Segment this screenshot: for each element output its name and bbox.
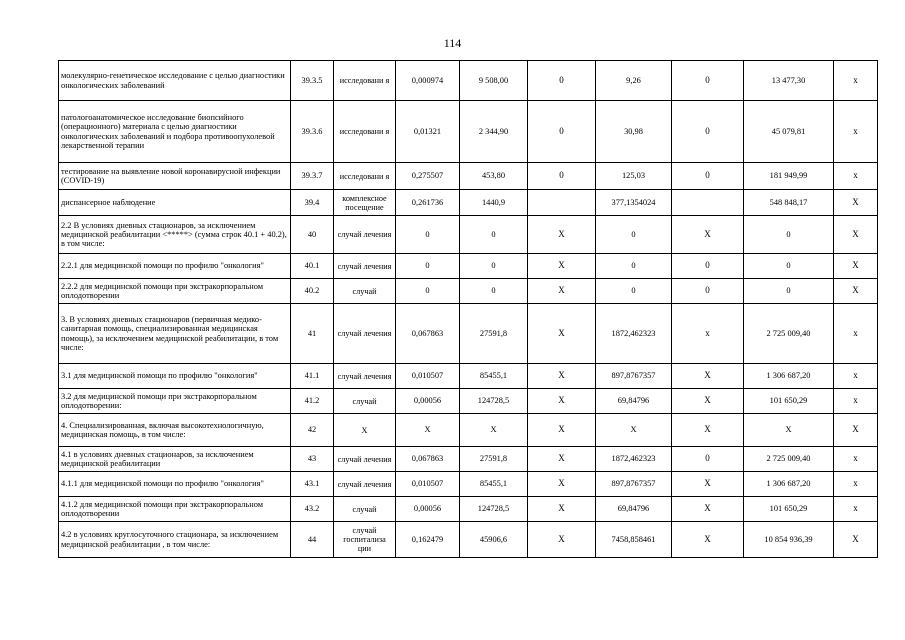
table-row	[59, 163, 878, 190]
budget-total-cell: 0	[672, 101, 744, 163]
unit-cell: случай лечения	[334, 304, 396, 364]
table-row	[59, 279, 878, 304]
per-capita-cell: 30,98	[596, 101, 672, 163]
unit-cost-cell: 1440,9	[460, 190, 528, 216]
norm-volume-cell: 0,162479	[396, 522, 460, 558]
budget-cost-cell: X	[528, 304, 596, 364]
description-cell: 4.1.2 для медицинской помощи при экстракорпоральном оплодотворении	[59, 497, 291, 522]
table-row	[59, 389, 878, 414]
unit-cell: комплексное посещение	[334, 190, 396, 216]
row-code-cell: 40.2	[291, 279, 334, 304]
page-number: 114	[443, 36, 462, 50]
oms-total-cell: 2 725 009,40	[744, 447, 834, 472]
budget-total-cell: X	[672, 364, 744, 389]
oms-total-cell: 101 650,29	[744, 389, 834, 414]
row-code-cell: 43.2	[291, 497, 334, 522]
budget-cost-cell	[528, 190, 596, 216]
norm-volume-cell: 0,000974	[396, 61, 460, 101]
budget-total-cell: X	[672, 389, 744, 414]
per-capita-cell: 7458,858461	[596, 522, 672, 558]
description-cell: 3.1 для медицинской помощи по профилю "онкология"	[59, 364, 291, 389]
description-cell: 2.2.2 для медицинской помощи при экстракорпоральном оплодотворении	[59, 279, 291, 304]
budget-cost-cell: X	[528, 414, 596, 447]
unit-cell: X	[334, 414, 396, 447]
row-code-cell: 39.3.7	[291, 163, 334, 190]
norm-volume-cell: 0	[396, 254, 460, 279]
unit-cost-cell: 0	[460, 254, 528, 279]
per-capita-cell: 69,84796	[596, 497, 672, 522]
row-code-cell: 40.1	[291, 254, 334, 279]
oms-total-cell: 45 079,81	[744, 101, 834, 163]
share-cell: х	[834, 101, 878, 163]
unit-cell: случай лечения	[334, 216, 396, 254]
oms-total-cell: 13 477,30	[744, 61, 834, 101]
row-code-cell: 39.3.5	[291, 61, 334, 101]
budget-total-cell: X	[672, 472, 744, 497]
table-row	[59, 447, 878, 472]
unit-cell: случай госпитализа ции	[334, 522, 396, 558]
share-cell: Х	[834, 190, 878, 216]
unit-cell: случай	[334, 389, 396, 414]
norm-volume-cell: 0,010507	[396, 364, 460, 389]
per-capita-cell: 69,84796	[596, 389, 672, 414]
norm-volume-cell: 0,275507	[396, 163, 460, 190]
description-cell: 2.2.1 для медицинской помощи по профилю "онкология"	[59, 254, 291, 279]
norm-volume-cell: 0,067863	[396, 447, 460, 472]
norm-volume-cell: X	[396, 414, 460, 447]
oms-total-cell: 0	[744, 216, 834, 254]
budget-cost-cell: X	[528, 447, 596, 472]
unit-cell: исследовани я	[334, 163, 396, 190]
share-cell: X	[834, 279, 878, 304]
share-cell: x	[834, 389, 878, 414]
norm-volume-cell: 0,00056	[396, 389, 460, 414]
unit-cost-cell: 9 508,00	[460, 61, 528, 101]
tariff-table	[58, 60, 878, 558]
row-code-cell: 40	[291, 216, 334, 254]
unit-cost-cell: 2 344,90	[460, 101, 528, 163]
budget-total-cell: X	[672, 414, 744, 447]
per-capita-cell: 0	[596, 279, 672, 304]
budget-total-cell: 0	[672, 61, 744, 101]
oms-total-cell: 548 848,17	[744, 190, 834, 216]
oms-total-cell: 101 650,29	[744, 497, 834, 522]
share-cell: X	[834, 522, 878, 558]
budget-cost-cell: 0	[528, 101, 596, 163]
row-code-cell: 39.4	[291, 190, 334, 216]
description-cell: патологоанатомическое исследование биопсийного (операционного) материала с целью диагностики онкологических заболеваний и подбора противоопухолевой лекарственной терапии	[59, 101, 291, 163]
unit-cost-cell: 85455,1	[460, 364, 528, 389]
share-cell: x	[834, 497, 878, 522]
per-capita-cell: 1872,462323	[596, 304, 672, 364]
unit-cost-cell: 85455,1	[460, 472, 528, 497]
budget-cost-cell: X	[528, 472, 596, 497]
description-cell: 4. Специализированная, включая высокотехнологичную, медицинская помощь, в том числе:	[59, 414, 291, 447]
budget-cost-cell: X	[528, 389, 596, 414]
unit-cell: случай лечения	[334, 364, 396, 389]
budget-total-cell: 0	[672, 447, 744, 472]
row-code-cell: 43.1	[291, 472, 334, 497]
budget-cost-cell: 0	[528, 163, 596, 190]
row-code-cell: 42	[291, 414, 334, 447]
budget-total-cell: x	[672, 304, 744, 364]
per-capita-cell: 0	[596, 216, 672, 254]
share-cell: X	[834, 216, 878, 254]
table-row	[59, 304, 878, 364]
row-code-cell: 43	[291, 447, 334, 472]
per-capita-cell: X	[596, 414, 672, 447]
per-capita-cell: 897,8767357	[596, 472, 672, 497]
norm-volume-cell: 0,00056	[396, 497, 460, 522]
unit-cost-cell: X	[460, 414, 528, 447]
oms-total-cell: 1 306 687,20	[744, 364, 834, 389]
table-row	[59, 61, 878, 101]
unit-cell: случай лечения	[334, 447, 396, 472]
unit-cost-cell: 0	[460, 279, 528, 304]
table-row	[59, 254, 878, 279]
row-code-cell: 44	[291, 522, 334, 558]
budget-total-cell: 0	[672, 163, 744, 190]
budget-cost-cell: X	[528, 279, 596, 304]
row-code-cell: 39.3.6	[291, 101, 334, 163]
unit-cost-cell: 124728,5	[460, 497, 528, 522]
budget-total-cell: 0	[672, 254, 744, 279]
description-cell: 4.1.1 для медицинской помощи по профилю "онкология"	[59, 472, 291, 497]
norm-volume-cell: 0	[396, 279, 460, 304]
budget-cost-cell: X	[528, 364, 596, 389]
description-cell: 2.2 В условиях дневных стационаров, за исключением медицинской реабилитации <*****> (сумма строк 40.1 + 40.2), в том числе:	[59, 216, 291, 254]
oms-total-cell: X	[744, 414, 834, 447]
unit-cell: исследовани я	[334, 101, 396, 163]
description-cell: 3. В условиях дневных стационаров (первичная медико-санитарная помощь, специализированная медицинская помощь), за исключением медицинской реабилитации, в том числе:	[59, 304, 291, 364]
oms-total-cell: 10 854 936,39	[744, 522, 834, 558]
share-cell: x	[834, 472, 878, 497]
share-cell: х	[834, 61, 878, 101]
share-cell: х	[834, 163, 878, 190]
table-row	[59, 414, 878, 447]
budget-cost-cell: X	[528, 216, 596, 254]
unit-cell: случай	[334, 497, 396, 522]
table-row	[59, 497, 878, 522]
description-cell: диспансерное наблюдение	[59, 190, 291, 216]
description-cell: тестирование на выявление новой коронавирусной инфекции (COVID-19)	[59, 163, 291, 190]
norm-volume-cell: 0,010507	[396, 472, 460, 497]
oms-total-cell: 2 725 009,40	[744, 304, 834, 364]
unit-cost-cell: 453,80	[460, 163, 528, 190]
table-row	[59, 190, 878, 216]
budget-cost-cell: X	[528, 497, 596, 522]
table-row	[59, 101, 878, 163]
norm-volume-cell: 0,261736	[396, 190, 460, 216]
table-row	[59, 216, 878, 254]
unit-cell: исследовани я	[334, 61, 396, 101]
unit-cell: случай лечения	[334, 254, 396, 279]
budget-total-cell: X	[672, 522, 744, 558]
share-cell: x	[834, 447, 878, 472]
unit-cost-cell: 27591,8	[460, 304, 528, 364]
unit-cost-cell: 45906,6	[460, 522, 528, 558]
norm-volume-cell: 0,067863	[396, 304, 460, 364]
share-cell: x	[834, 304, 878, 364]
budget-total-cell: X	[672, 216, 744, 254]
oms-total-cell: 0	[744, 254, 834, 279]
budget-cost-cell: 0	[528, 61, 596, 101]
row-code-cell: 41	[291, 304, 334, 364]
budget-cost-cell: X	[528, 522, 596, 558]
unit-cost-cell: 27591,8	[460, 447, 528, 472]
share-cell: X	[834, 414, 878, 447]
norm-volume-cell: 0	[396, 216, 460, 254]
table-row	[59, 472, 878, 497]
budget-total-cell: X	[672, 497, 744, 522]
share-cell: X	[834, 254, 878, 279]
budget-total-cell: 0	[672, 279, 744, 304]
norm-volume-cell: 0,01321	[396, 101, 460, 163]
row-code-cell: 41.2	[291, 389, 334, 414]
per-capita-cell: 125,03	[596, 163, 672, 190]
description-cell: 4.1 в условиях дневных стационаров, за исключением медицинской реабилитации	[59, 447, 291, 472]
table-row	[59, 522, 878, 558]
share-cell: x	[834, 364, 878, 389]
oms-total-cell: 181 949,99	[744, 163, 834, 190]
row-code-cell: 41.1	[291, 364, 334, 389]
unit-cell: случай лечения	[334, 472, 396, 497]
description-cell: 4.2 в условиях круглосуточного стационара, за исключением медицинской реабилитации , в том числе:	[59, 522, 291, 558]
per-capita-cell: 9,26	[596, 61, 672, 101]
per-capita-cell: 897,8767357	[596, 364, 672, 389]
per-capita-cell: 1872,462323	[596, 447, 672, 472]
unit-cost-cell: 0	[460, 216, 528, 254]
description-cell: 3.2 для медицинской помощи при экстракорпоральном оплодотворении:	[59, 389, 291, 414]
table-row	[59, 364, 878, 389]
per-capita-cell: 0	[596, 254, 672, 279]
description-cell: молекулярно-генетическое исследование с целью диагностики онкологических заболеваний	[59, 61, 291, 101]
oms-total-cell: 0	[744, 279, 834, 304]
unit-cost-cell: 124728,5	[460, 389, 528, 414]
unit-cell: случай	[334, 279, 396, 304]
oms-total-cell: 1 306 687,20	[744, 472, 834, 497]
per-capita-cell: 377,1354024	[596, 190, 672, 216]
budget-total-cell	[672, 190, 744, 216]
budget-cost-cell: X	[528, 254, 596, 279]
